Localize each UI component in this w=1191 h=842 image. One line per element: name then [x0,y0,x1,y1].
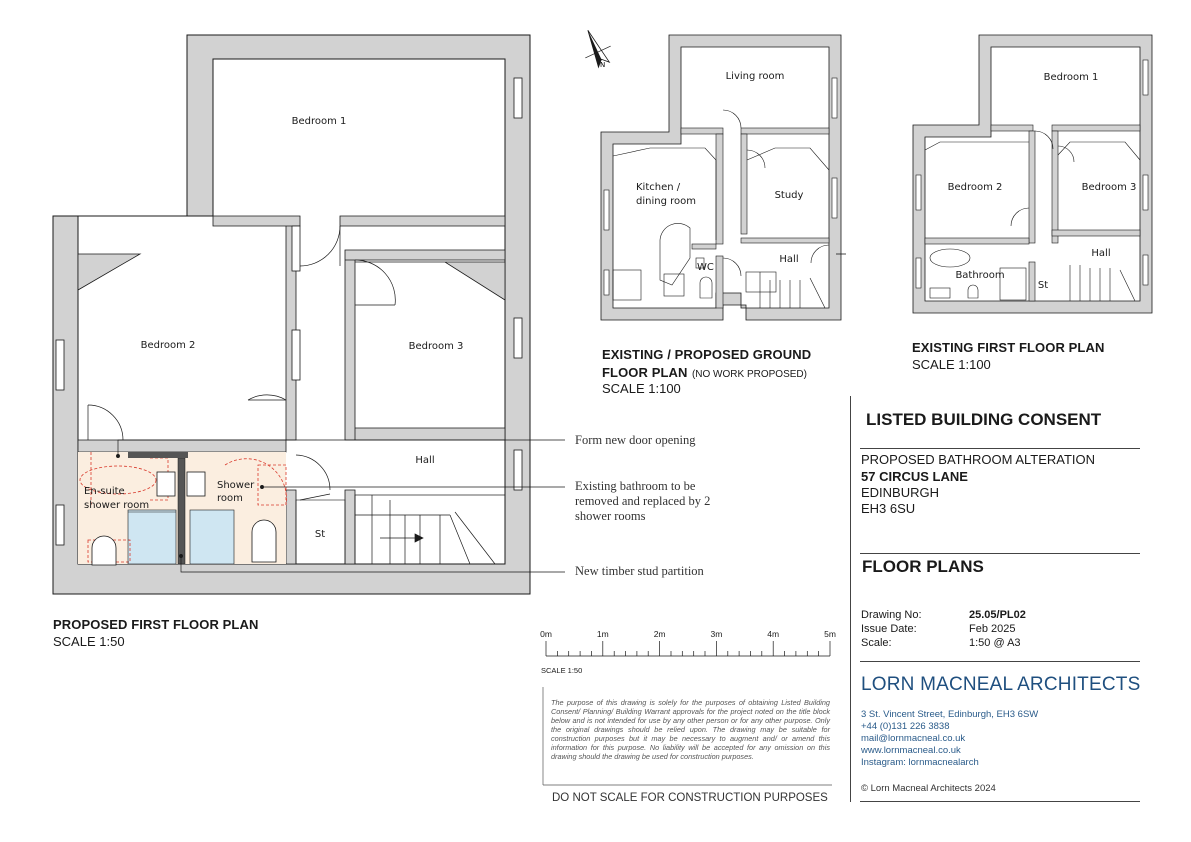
scale-tick-1: 1m [596,629,609,639]
issue-date-value: Feb 2025 [969,623,1016,635]
proposed-plan-scale: SCALE 1:50 [53,634,125,649]
prop-ensuite-label-1: En-suite [84,486,125,497]
firm-email[interactable]: mail@lornmacneal.co.uk [861,733,966,744]
prop-shower-label-1: Shower [217,480,255,491]
title-rule-1 [860,448,1140,449]
north-label: N [600,61,606,69]
prop-store-label: St [314,529,326,540]
gf-kitchen-label-1: Kitchen / [636,182,681,193]
scale-tick-2: 2m [653,629,666,639]
scale-bar [546,641,830,656]
annotation-new-door: Form new door opening [575,433,696,447]
prop-bedroom3-label: Bedroom 3 [408,341,464,352]
prop-bedroom1-label: Bedroom 1 [291,116,347,127]
ef-bedroom3-label: Bedroom 3 [1081,182,1137,193]
title-rule-3 [860,661,1140,662]
gf-kitchen-label-2: dining room [636,196,696,207]
ground-plan-title-1: EXISTING / PROPOSED GROUND [602,347,812,362]
drawing-no-value: 25.05/PL02 [969,609,1026,621]
ground-plan-title-2-wrap [602,364,807,382]
ground-plan-title-2: FLOOR PLAN [602,365,688,380]
north-arrow-icon [575,24,616,70]
drawing-no-label: Drawing No: [861,609,922,621]
firm-website[interactable]: www.lornmacneal.co.uk [861,745,961,756]
scale-tick-3: 3m [710,629,723,639]
ef-store-label: St [1037,280,1049,291]
proposed-plan-title: PROPOSED FIRST FLOOR PLAN [53,617,259,632]
sheet-title: FLOOR PLANS [862,557,984,576]
ef-hall-label: Hall [1091,248,1111,259]
firm-contact [861,709,1038,769]
scale-tick-5: 5m [824,629,836,639]
gf-hall-label: Hall [779,254,799,265]
firm-logo [861,674,1140,696]
address-line-1: 57 CIRCUS LANE [861,469,968,484]
prop-ensuite-label-2: shower room [84,500,150,511]
ground-floor-plan [601,35,846,320]
prop-bedroom2-label: Bedroom 2 [140,340,196,351]
address-line-3: EH3 6SU [861,501,916,516]
firm-instagram[interactable]: Instagram: lornmacnealarch [861,757,979,768]
scale-value: 1:50 @ A3 [969,637,1021,649]
ground-plan-title-note: (NO WORK PROPOSED) [691,369,807,380]
existing-plan-scale: SCALE 1:100 [912,357,991,372]
firm-name: LORN MACNEAL [861,674,1013,695]
scale-bar-label: SCALE 1:50 [541,666,583,675]
ground-plan-scale: SCALE 1:100 [602,381,681,396]
gf-wc-label: WC [697,262,714,273]
annotation-partition: New timber stud partition [575,564,704,578]
gf-study-label: Study [774,190,804,201]
annotation-bathroom-3: shower rooms [575,509,646,523]
scale-label: Scale: [861,637,892,649]
consent-heading: LISTED BUILDING CONSENT [866,410,1102,429]
do-not-scale-note: DO NOT SCALE FOR CONSTRUCTION PURPOSES [552,792,828,804]
firm-address: 3 St. Vincent Street, Edinburgh, EH3 6SW [861,709,1039,720]
title-rule-2 [860,553,1140,554]
ef-bathroom-label: Bathroom [955,270,1005,281]
proposed-stairs [355,495,505,564]
ef-bedroom1-label: Bedroom 1 [1043,72,1099,83]
existing-first-floor-plan [913,35,1152,313]
annotation-bathroom-2: removed and replaced by 2 [575,494,711,508]
firm-suffix: ARCHITECTS [1017,674,1141,695]
scale-tick-4: 4m [767,629,780,639]
annotation-bathroom-1: Existing bathroom to be [575,479,696,493]
issue-date-label: Issue Date: [861,623,917,635]
project-description: PROPOSED BATHROOM ALTERATION [861,452,1096,467]
disclaimer-text: The purpose of this drawing is solely for the purposes of obtaining Listed Building Consent/ Planning/ Building Warrant approvals for the project noted on the title block below and is not intended for use by any other person or for any other purpose. Only the original drawings should be relied upon. The drawing may be suitable for construction purposes but it may be necessary to augment and/ or amend this information for this purpose. No liability will be accepted for any omission on this drawing should the drawing be used for construction purposes. [551,698,830,761]
gf-living-label: Living room [725,71,785,82]
new-stud-partition [178,458,185,564]
title-block-divider [850,396,851,802]
existing-plan-title: EXISTING FIRST FLOOR PLAN [912,340,1105,355]
firm-phone[interactable]: +44 (0)131 226 3838 [861,721,950,732]
prop-shower-label-2: room [217,493,243,504]
copyright: © Lorn Macneal Architects 2024 [861,783,996,794]
ef-bedroom2-label: Bedroom 2 [947,182,1003,193]
prop-hall-label: Hall [415,455,435,466]
address-line-2: EDINBURGH [861,485,940,500]
title-rule-4 [860,801,1140,802]
scale-tick-0: 0m [540,629,552,639]
